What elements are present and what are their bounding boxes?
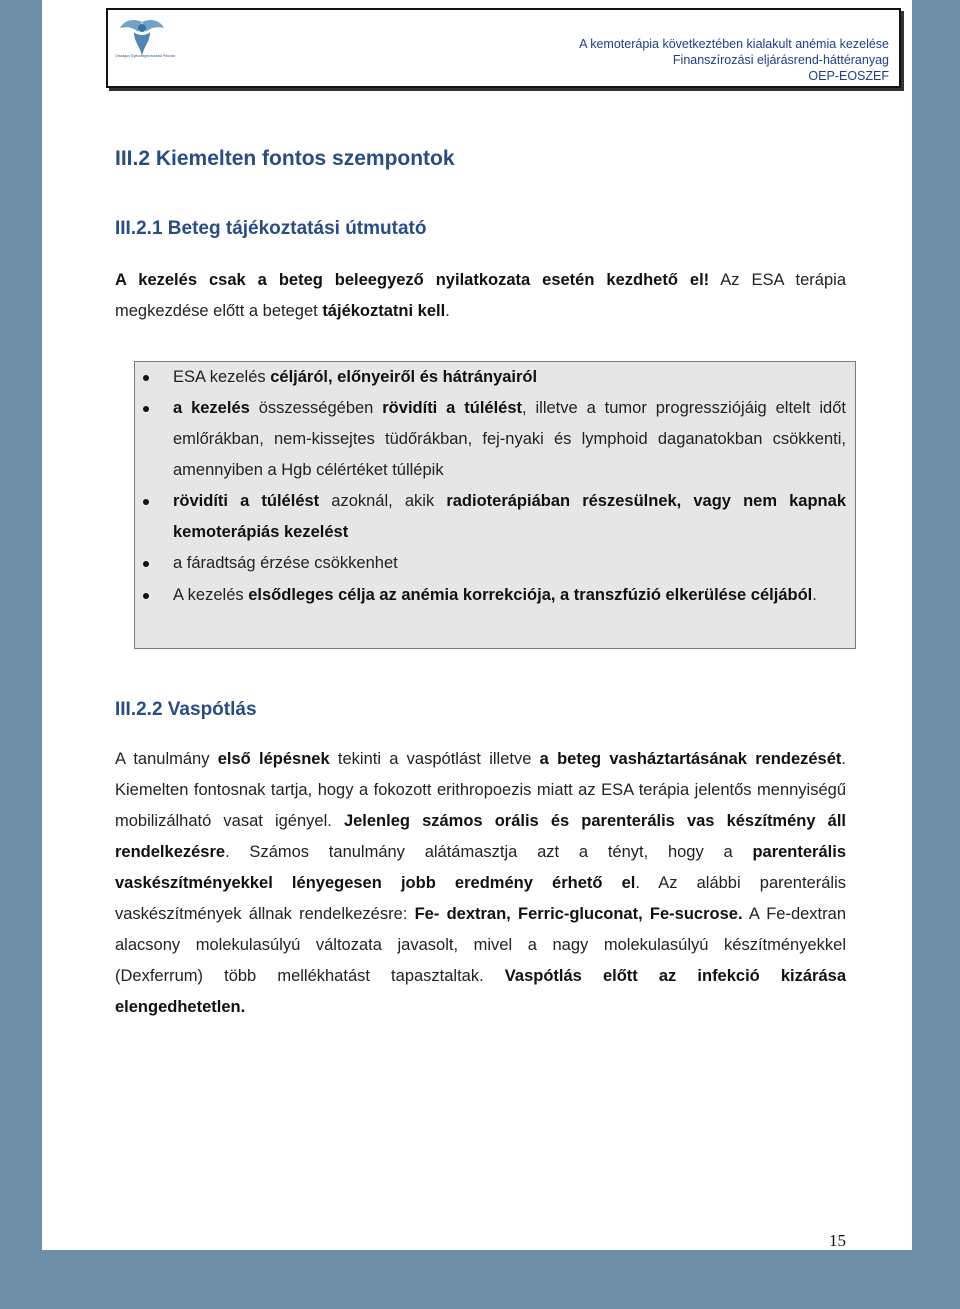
page-header [106, 8, 901, 88]
p-text: tekinti a vaspótlást illetve [329, 750, 540, 768]
bullet-bold: rövidíti a túlélést [173, 492, 320, 510]
patient-info-paragraph [115, 265, 846, 327]
bullet-bold: a kezelés [173, 399, 250, 417]
p-text: . Kiemelten fontosnak tartja, hogy a fokozott erithropoezis miatt az ESA terápia jelentős mennyiségű mobilizálható vasat igényel. [115, 750, 846, 830]
bullet-item [173, 580, 846, 611]
bullet-text: A kezelés [173, 586, 249, 604]
p-bold: Fe- dextran, Ferric-gluconat, Fe-sucrose. [414, 905, 743, 923]
bullet-bold: céljáról, előnyeiről és hátrányairól [270, 368, 538, 386]
p-text: . [445, 302, 450, 320]
p-text: . Az alábbi parenterális vaskészítmények állnak rendelkezésre: [115, 874, 847, 923]
bullet-icon [143, 499, 149, 505]
bullet-item [173, 486, 846, 548]
p-bold: Jelenleg számos orális és parenterális vas készítmény áll rendelkezésre [115, 812, 846, 861]
header-line-1: A kemoterápia következtében kialakult anémia kezelése [579, 37, 889, 51]
bullet-text: ESA kezelés [173, 368, 271, 386]
p-bold: a beteg vasháztartásának rendezését [539, 750, 842, 768]
bullet-text: , illetve a tumor progressziójáig eltelt időt emlőrákban, nem-kissejtes tüdőrákban, fej-nyaki és lymphoid daganatokban csökkenti, amennyiben a Hgb célértéket túllépik [173, 399, 846, 479]
eoszef-logo-icon [114, 16, 170, 76]
subsection-title-1: III.2.1 Beteg tájékoztatási útmutató [115, 218, 427, 239]
p-bold: első lépésnek [217, 750, 330, 768]
p-text: . Számos tanulmány alátámasztja azt a tényt, hogy a [225, 843, 753, 861]
subsection-title-2: III.2.2 Vaspótlás [115, 699, 257, 720]
bullet-icon [143, 561, 149, 567]
header-line-3: OEP-EOSZEF [808, 69, 889, 83]
p-bold: Vaspótlás előtt az infekció kizárása elengedhetetlen. [115, 967, 846, 1016]
logo-caption: Országos Egészségbiztosítási Pénztár [115, 54, 175, 58]
p-bold: tájékoztatni kell [322, 302, 446, 320]
page-number: 15 [829, 1231, 846, 1250]
bullet-icon [143, 406, 149, 412]
bullet-item [173, 393, 846, 486]
bullet-text: összességében [249, 399, 383, 417]
p-bold: A kezelés csak a beteg beleegyező nyilatkozata esetén kezdhető el! [115, 271, 710, 289]
bullet-icon [143, 593, 149, 599]
bullet-text: a fáradtság érzése csökkenhet [173, 554, 398, 572]
bullet-text: azoknál, akik [319, 492, 447, 510]
bullet-bold: rövidíti a túlélést [382, 399, 523, 417]
bullet-text: . [812, 586, 817, 604]
bullet-item [173, 548, 846, 579]
p-bold: parenterális vaskészítményekkel lényegesen jobb eredmény érhető el [115, 843, 846, 892]
p-text: Az ESA terápia megkezdése előtt a beteget [115, 271, 846, 320]
iron-paragraph [115, 744, 846, 1023]
section-title: III.2 Kiemelten fontos szempontok [115, 147, 455, 170]
bullet-icon [143, 375, 149, 381]
p-text: A tanulmány [115, 750, 218, 768]
info-bullet-box [134, 361, 856, 649]
document-page [42, 0, 912, 1250]
p-text: A Fe-dextran alacsony molekulasúlyú változata javasolt, mivel a nagy molekulasúlyú készítményekkel (Dexferrum) több mellékhatást tapasztaltak. [115, 905, 846, 985]
header-line-2: Finanszírozási eljárásrend-háttéranyag [672, 53, 889, 67]
bullet-bold: elsődleges célja az anémia korrekciója, a transzfúzió elkerülése céljából [248, 586, 813, 604]
bullet-bold: radioterápiában részesülnek, vagy nem kapnak kemoterápiás kezelést [173, 492, 846, 541]
header-text [579, 36, 889, 84]
bullet-item [173, 362, 846, 393]
